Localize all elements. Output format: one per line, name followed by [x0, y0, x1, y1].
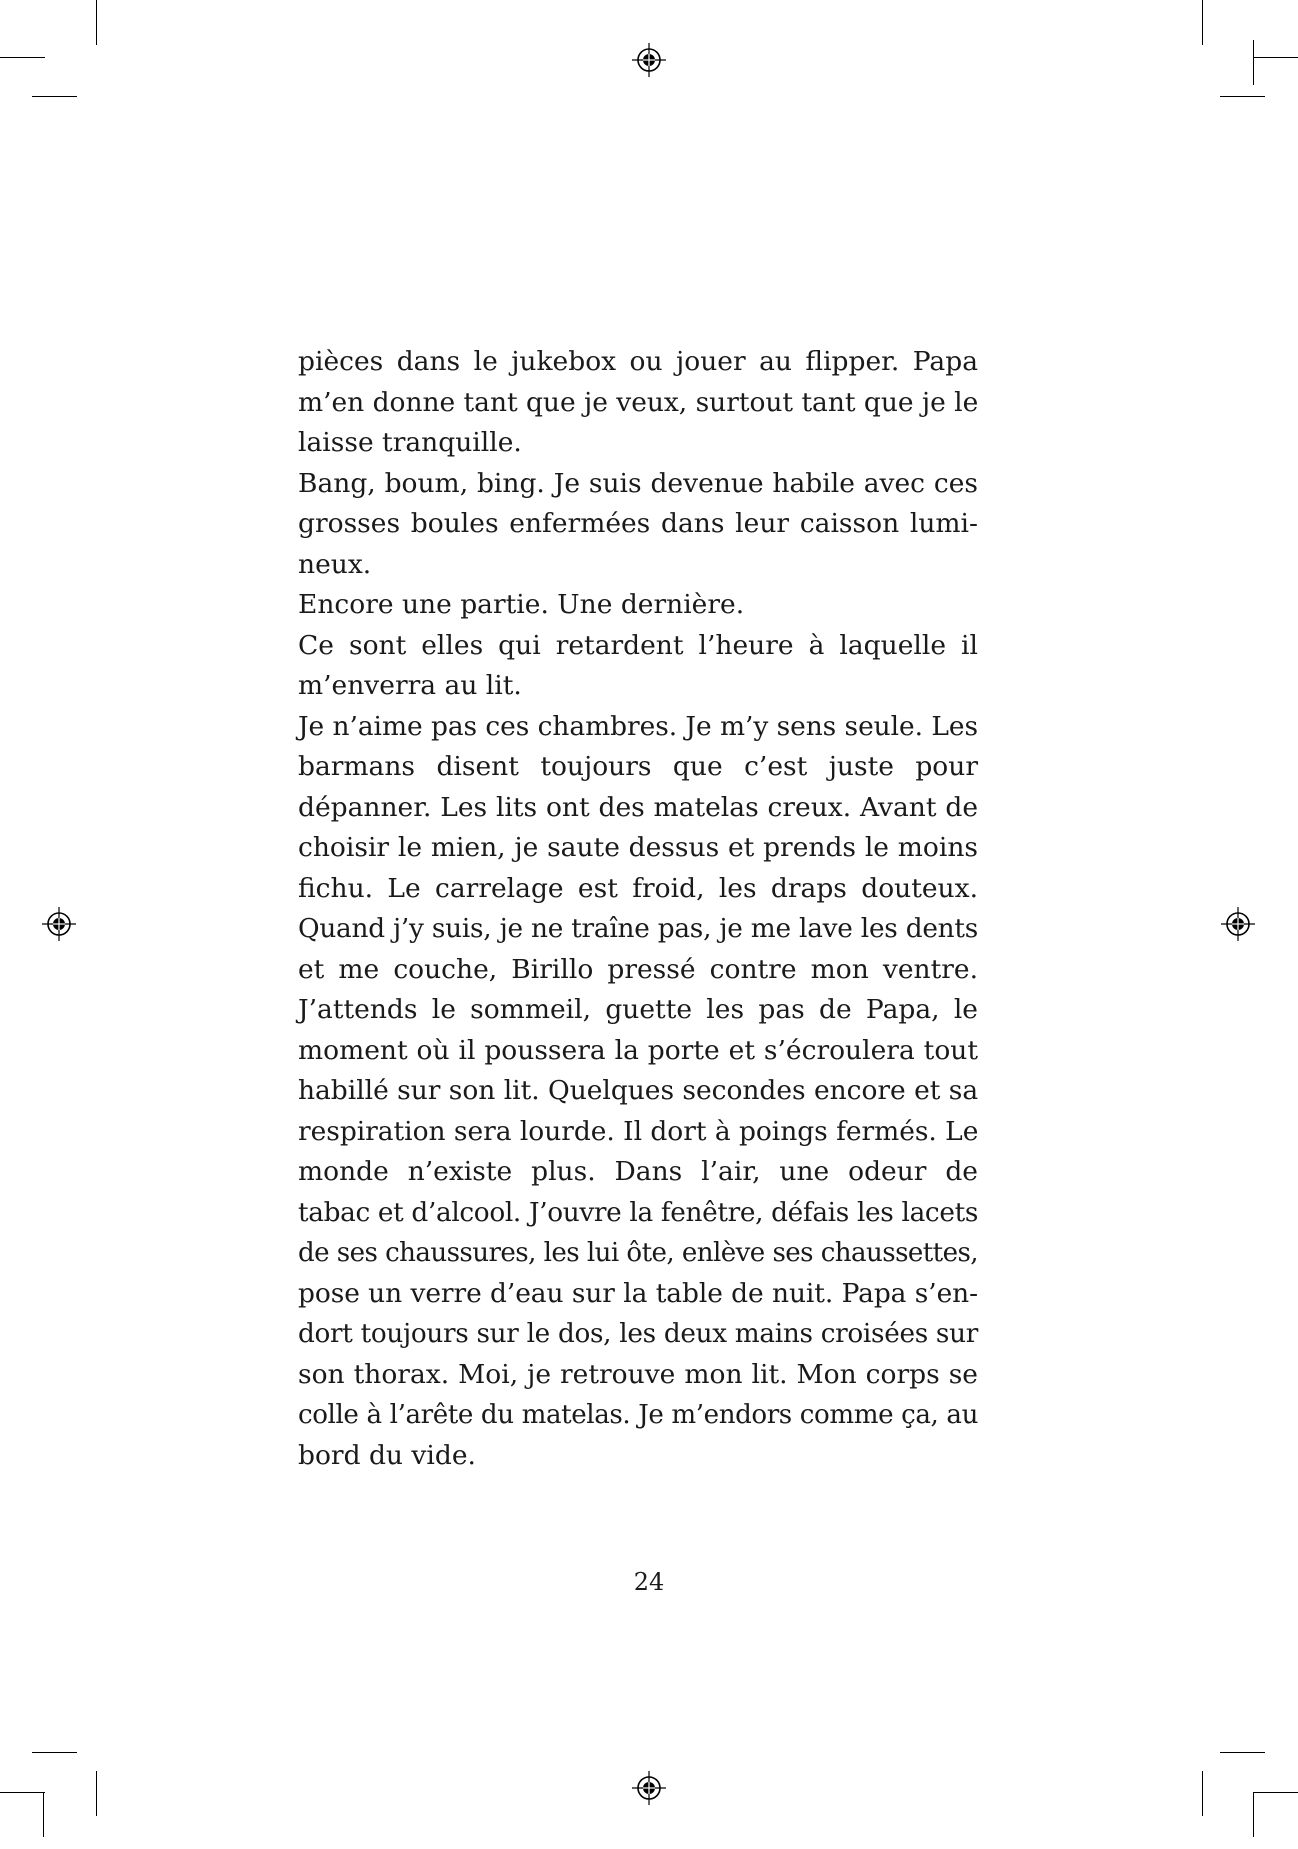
- crop-mark: [0, 1792, 45, 1793]
- text-line: grosses boules enfermées dans leur caisson lumi-: [298, 508, 978, 539]
- text-line: barmans disent toujours que c’est juste pour: [298, 751, 978, 782]
- crop-mark: [1253, 1792, 1254, 1837]
- text-line: dort toujours sur le dos, les deux mains croisées sur: [298, 1319, 978, 1349]
- crop-mark: [1202, 0, 1203, 45]
- crop-mark: [1253, 57, 1298, 58]
- crop-mark: [0, 57, 45, 58]
- registration-mark-icon: [42, 907, 76, 941]
- text-line: J’attends le sommeil, guette les pas de Papa, le: [298, 994, 978, 1025]
- text-line: colle à l’arête du matelas. Je m’endors comme ça, au: [298, 1400, 978, 1430]
- registration-mark-icon: [632, 43, 666, 77]
- text-line: Quand j’y suis, je ne traîne pas, je me lave les dents: [298, 914, 978, 944]
- text-line: m’enverra au lit.: [298, 670, 522, 701]
- text-line: pièces dans le jukebox ou jouer au flipper. Papa: [298, 346, 978, 377]
- crop-mark: [32, 96, 77, 97]
- crop-mark: [32, 1752, 77, 1753]
- text-line: monde n’existe plus. Dans l’air, une odeur de: [298, 1156, 978, 1187]
- crop-mark: [1220, 96, 1265, 97]
- text-line: Ce sont elles qui retardent l’heure à laquelle il: [298, 629, 978, 661]
- text-line: et me couche, Birillo pressé contre mon ventre.: [298, 953, 978, 985]
- crop-mark: [1253, 1792, 1298, 1793]
- text-line: Je n’aime pas ces chambres. Je m’y sens seule. Les: [298, 710, 978, 742]
- text-line: bord du vide.: [298, 1439, 476, 1471]
- crop-mark: [1253, 40, 1254, 85]
- text-line: respiration sera lourde. Il dort à poings fermés. Le: [298, 1115, 979, 1147]
- text-line: dépanner. Les lits ont des matelas creux. Avant de: [298, 791, 978, 823]
- text-line: laisse tranquille.: [298, 427, 522, 458]
- crop-mark: [96, 1771, 97, 1816]
- text-line: Bang, boum, bing. Je suis devenue habile avec ces: [298, 467, 978, 499]
- registration-mark-icon: [632, 1771, 666, 1805]
- text-line: Encore une partie. Une dernière.: [298, 589, 745, 620]
- text-line: habillé sur son lit. Quelques secondes encore et sa: [298, 1075, 979, 1106]
- crop-mark: [96, 0, 97, 45]
- text-line: son thorax. Moi, je retrouve mon lit. Mon corps se: [298, 1358, 978, 1390]
- text-line: m’en donne tant que je veux, surtout tant que je le: [298, 386, 979, 418]
- crop-mark: [1202, 1771, 1203, 1816]
- text-line: fichu. Le carrelage est froid, les draps douteux.: [298, 872, 978, 904]
- text-line: pose un verre d’eau sur la table de nuit. Papa s’en-: [298, 1277, 978, 1309]
- text-line: tabac et d’alcool. J’ouvre la fenêtre, défais les lacets: [298, 1197, 978, 1228]
- registration-mark-icon: [1221, 907, 1255, 941]
- crop-mark: [43, 1792, 44, 1837]
- page-number: 24: [633, 1568, 665, 1596]
- text-line: de ses chaussures, les lui ôte, enlève ses chaussettes,: [298, 1238, 978, 1268]
- text-line: choisir le mien, je saute dessus et prends le moins: [298, 832, 978, 863]
- text-line: neux.: [298, 548, 372, 580]
- text-line: moment où il poussera la porte et s’écroulera tout: [298, 1034, 978, 1066]
- body-text: [298, 342, 978, 1476]
- crop-mark: [1220, 1752, 1265, 1753]
